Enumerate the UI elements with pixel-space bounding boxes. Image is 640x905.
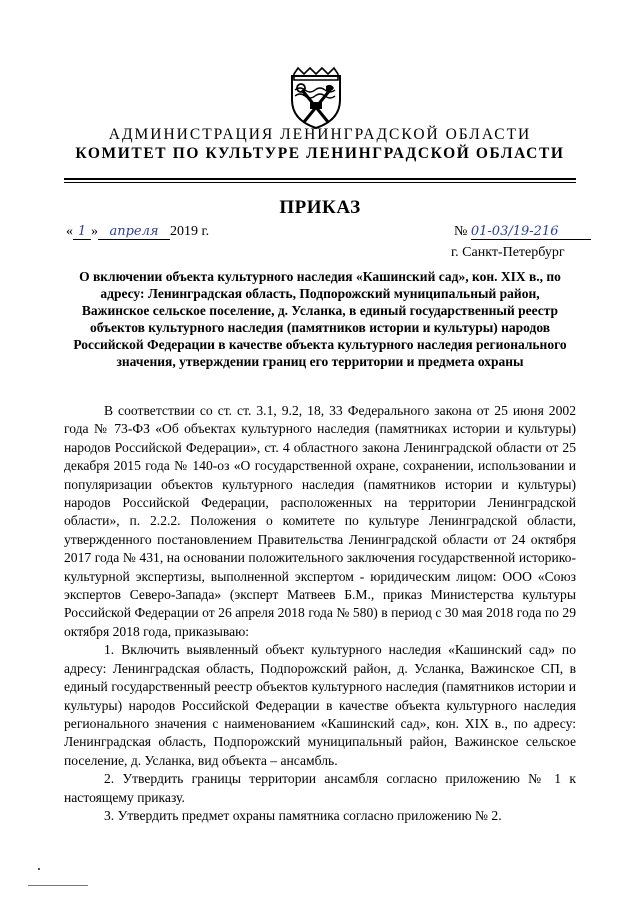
order-number	[454, 224, 591, 240]
order-date	[66, 224, 209, 240]
order-body	[64, 402, 576, 825]
header-rule-thin	[64, 182, 576, 183]
document-type: ПРИКАЗ	[279, 197, 361, 218]
body-paragraph: 1. Включить выявленный объект культурного наследия «Кашинский сад» по адресу: Ленинградская область, Подпорожский район, д. Усланка, Важинское СП, в единый государственный реестр объектов культурного наследия (памятников истории и культуры) народов Российской Федерации в качестве объекта культурного наследия регионального значения с наименованием «Кашинский сад», кон. XIX в., по адресу: Ленинградская область, Подпорожский муниципальный район, Важинское сельское поселение, д. Усланка, вид объекта – ансамбль.	[64, 642, 576, 768]
footer-rule	[28, 885, 88, 886]
date-day: 1	[73, 224, 91, 240]
city: г. Санкт-Петербург	[451, 245, 565, 260]
organization-name: АДМИНИСТРАЦИЯ ЛЕНИНГРАДСКОЙ ОБЛАСТИ	[108, 126, 532, 143]
committee-name: КОМИТЕТ ПО КУЛЬТУРЕ ЛЕНИНГРАДСКОЙ ОБЛАСТИ	[75, 145, 565, 162]
order-title: О включении объекта культурного наследия «Кашинский сад», кон. XIX в., по адресу: Ленинградская область, Подпорожский муниципальный район, Важинское сельское поселение, д. Усланка, в единый государственный реестр объектов культурного наследия (памятников истории и культуры) народов Российской Федерации в качестве объекта культурного наследия регионального значения, утверждении границ его территории и предмета охраны	[73, 269, 567, 369]
coat-of-arms-icon	[286, 66, 346, 130]
body-paragraph: 3. Утвердить предмет охраны памятника согласно приложению № 2.	[104, 807, 502, 823]
date-year: 2019 г.	[170, 224, 210, 239]
number-label: №	[454, 224, 468, 239]
date-open-quote: «	[66, 224, 73, 239]
date-month: апреля	[98, 224, 170, 240]
number-value: 01-03/19-216	[471, 224, 591, 240]
date-close-quote: »	[91, 224, 98, 239]
footer-mark	[38, 868, 40, 870]
body-paragraph: 2. Утвердить границы территории ансамбля согласно приложению № 1 к настоящему приказу.	[64, 771, 576, 805]
body-paragraph: В соответствии со ст. ст. 3.1, 9.2, 18, 33 Федерального закона от 25 июня 2002 года № 73-ФЗ «Об объектах культурного наследия (памятниках истории и культуры) народов Российской Федерации», ст. 4 областного закона Ленинградской области от 25 декабря 2015 года № 140-оз «О государственной охране, сохранении, использовании и популяризации объектов культурного наследия (памятников истории и культуры) народов Российской Федерации, расположенных на территории Ленинградской области», п. 2.2.2. Положения о комитете по культуре Ленинградской области, утвержденного постановлением Правительства Ленинградской области от 24 октября 2017 года № 431, на основании положительного заключения государственной историко-культурной экспертизы, выполненной экспертом - юридическим лицом: ООО «Союз экспертов Северо-Запада» (эксперт Матвеев Б.М., приказ Министерства культуры Российской Федерации от 26 апреля 2018 года № 580) в период с 30 мая 2018 года по 29 октября 2018 года, приказываю:	[64, 403, 576, 639]
header-rule-thick	[64, 178, 576, 180]
